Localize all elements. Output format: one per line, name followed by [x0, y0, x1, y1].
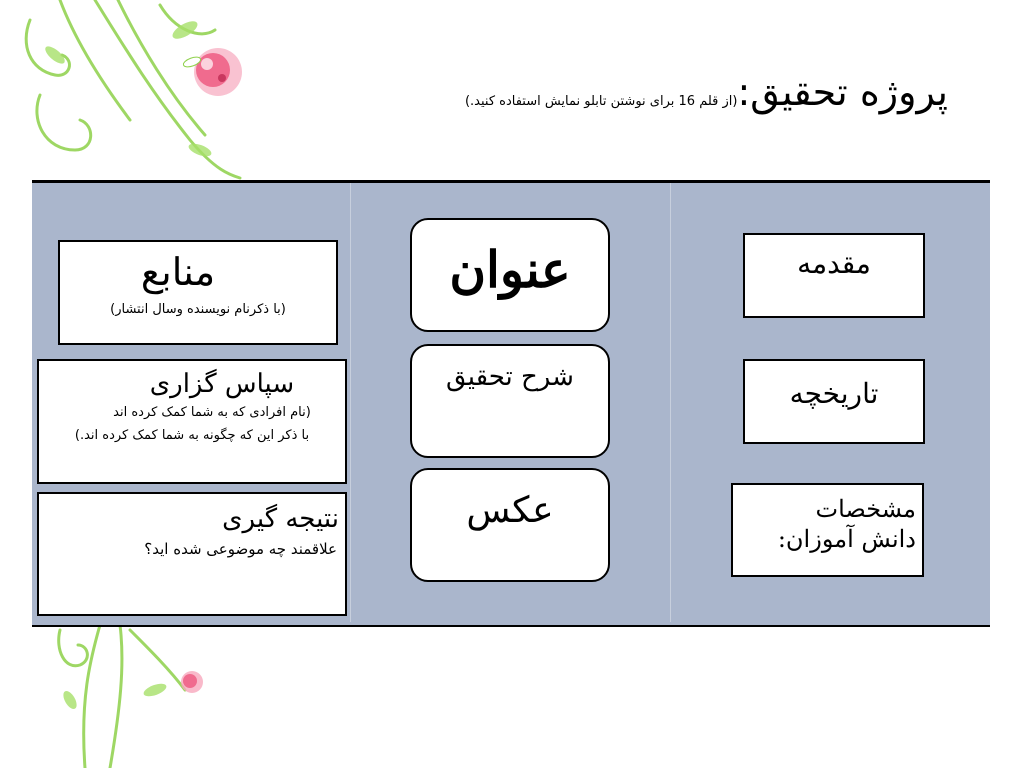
conclusion-box [37, 492, 347, 616]
sources-heading: منابع [140, 250, 216, 294]
photo-box [410, 468, 610, 582]
acknowledgements-line-2: با ذکر این که چگونه به شما کمک کرده اند.) [74, 428, 310, 443]
sources-note: (با ذکرنام نویسنده وسال انتشار) [110, 302, 286, 317]
acknowledgements-box [37, 359, 347, 484]
sources-box [58, 240, 338, 345]
conclusion-question: علاقمند چه موضوعی شده اید؟ [144, 540, 337, 558]
photo-box-label: عکس [466, 490, 554, 531]
student-info-box [731, 483, 924, 577]
student-info-line-1: مشخصات [815, 495, 916, 523]
title-box [410, 218, 610, 332]
slide-title: پروژه تحقیق: [737, 70, 948, 114]
research-description-box [410, 344, 610, 458]
acknowledgements-line-1: (نام افرادی که به شما کمک کرده اند [113, 405, 311, 420]
history-label: تاریخچه [789, 377, 879, 410]
conclusion-heading: نتیجه گیری [222, 504, 339, 534]
slide-subtitle: (از قلم 16 برای نوشتن تابلو نمایش استفاده کنید.) [464, 94, 738, 109]
research-description-label: شرح تحقیق [446, 362, 574, 392]
introduction-label: مقدمه [797, 247, 871, 280]
history-box [743, 359, 925, 444]
title-box-label: عنوان [449, 240, 571, 299]
student-info-line-2: دانش آموزان: [777, 525, 916, 553]
acknowledgements-heading: سپاس گزاری [149, 369, 295, 399]
column-divider [670, 183, 671, 622]
introduction-box [743, 233, 925, 318]
slide-title-line [465, 70, 948, 114]
column-divider [350, 183, 351, 622]
